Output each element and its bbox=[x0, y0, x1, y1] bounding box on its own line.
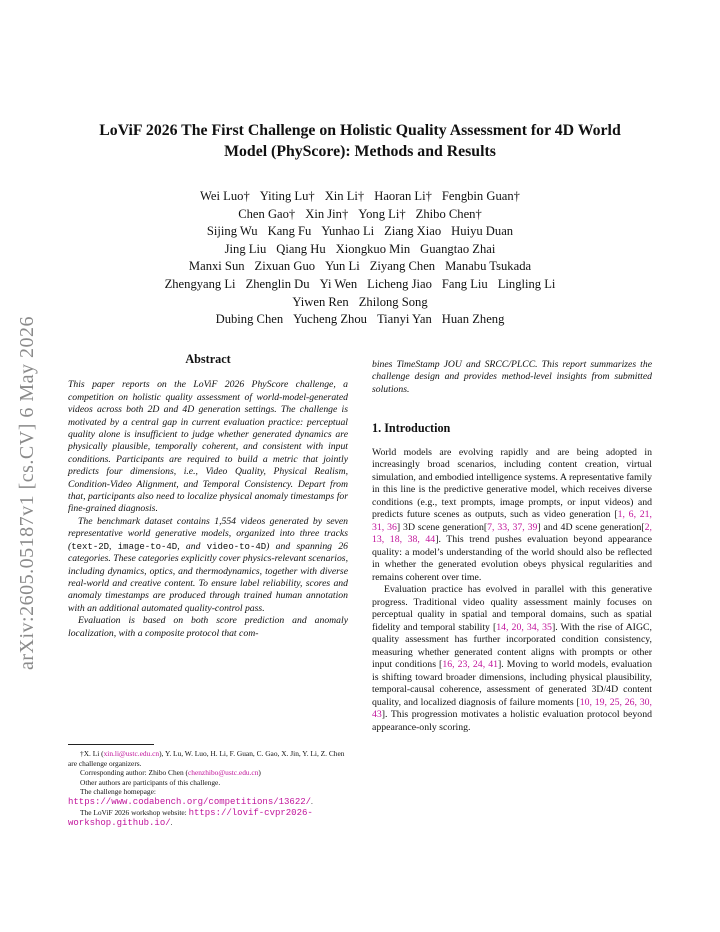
abstract-sep-2: , and bbox=[177, 540, 207, 552]
author-name: Ziyang Chen bbox=[369, 259, 436, 274]
arxiv-identifier: arXiv:2605.05187v1 [cs.CV] 6 May 2026 bbox=[16, 315, 38, 670]
footnote-homepage bbox=[68, 787, 348, 807]
introduction-heading: 1. Introduction bbox=[372, 421, 451, 436]
right-column bbox=[372, 359, 652, 734]
author-name: Jing Liu bbox=[224, 241, 267, 256]
left-column bbox=[68, 353, 348, 640]
author-row bbox=[90, 206, 630, 224]
abstract-paragraph-2 bbox=[68, 516, 348, 615]
author-list bbox=[90, 188, 630, 329]
author-name: Zhilong Song bbox=[358, 294, 428, 309]
abstract-continuation: bines TimeStamp JOU and SRCC/PLCC. This report summarizes the challenge design and provides method-level insights from submitted solutions. bbox=[372, 359, 652, 395]
introduction-body bbox=[372, 447, 652, 735]
abstract-p2-end: ) and spanning 26 categories. These categories explicitly cover physics-relevant scenarios, including dynamics, optics, and thermodynamics, together with diverse real-world and creative content. To ensure label reliability, scores and anomaly timestamps are produced through trained human annotation with an additional automated quality-control pass. bbox=[68, 540, 349, 614]
author-name: Dubing Chen bbox=[215, 312, 284, 327]
author-name: Yiting Lu† bbox=[259, 189, 315, 203]
author-name: Ziang Xiao bbox=[384, 224, 442, 239]
author-name: Yunhao Li bbox=[321, 224, 375, 239]
author-name: Yucheng Zhou bbox=[293, 312, 367, 327]
author-name: Manxi Sun bbox=[188, 259, 245, 274]
author-name: Yi Wen bbox=[319, 276, 358, 291]
abstract-body bbox=[68, 379, 348, 640]
footnote-workshop bbox=[68, 808, 348, 829]
author-name: Zhengyang Li bbox=[164, 276, 236, 291]
author-row bbox=[90, 276, 630, 294]
author-name: Kang Fu bbox=[267, 224, 312, 239]
author-row bbox=[90, 241, 630, 259]
author-name: Haoran Li† bbox=[374, 189, 432, 203]
fn4-text-end: . bbox=[311, 796, 313, 806]
author-row bbox=[90, 188, 630, 206]
author-name: Yun Li bbox=[325, 259, 360, 274]
author-name: Qiang Hu bbox=[276, 241, 326, 256]
title-line-1: LoViF 2026 The First Challenge on Holistic Quality Assessment for 4D World bbox=[99, 122, 621, 139]
author-name: Xiongkuo Min bbox=[335, 241, 411, 256]
author-row bbox=[90, 311, 630, 329]
fn5-text-end: . bbox=[170, 818, 173, 828]
fn2-text: Corresponding author: Zhibo Chen ( bbox=[80, 768, 188, 778]
author-row bbox=[90, 223, 630, 241]
author-name: Guangtao Zhai bbox=[420, 241, 496, 256]
author-name: Sijing Wu bbox=[206, 224, 258, 239]
author-name: Licheng Jiao bbox=[367, 276, 432, 291]
abstract-p2-start: The benchmark dataset contains 1,554 videos generated by seven representative world generative models, organized into three tracks ( bbox=[68, 515, 348, 552]
intro-p1-text-c: ] and 4D scene generation[ bbox=[537, 521, 645, 533]
author-name: Yiwen Ren bbox=[292, 294, 349, 309]
abstract-paragraph-3: Evaluation is based on both score prediction and anomaly localization, with a composite protocol that com- bbox=[68, 615, 348, 639]
author-name: Yong Li† bbox=[358, 206, 406, 221]
abstract-paragraph-1: This paper reports on the LoViF 2026 PhyScore challenge, a competition on holistic quality assessment of world-model-generated videos across both 2D and 4D generation settings. The challenge is motivated by a central gap in current evaluation practice: perceptual quality alone is insufficient to judge whether generated dynamics are physically plausible, temporally coherent, and consistent with input conditions. Participants are required to build a metric that jointly predicts four dimensions, i.e., Video Quality, Physical Realism, Condition-Video Alignment, and Temporal Consistency. Depart from that, participants also need to localize physical anomaly timestamps for fine-grained diagnosis. bbox=[68, 379, 348, 515]
intro-paragraph-2 bbox=[372, 584, 652, 734]
intro-p1-text-a: World models are evolving rapidly and are being adopted in increasingly broad scenarios, including content creation, virtual simulation, and embodied intelligence systems. A representative family in this line is the predictive generative model, which receives diverse conditions (e.g., text prompts, image prompts, or input videos) and predicts future scenes as outputs, such as video generation [ bbox=[372, 446, 652, 521]
fn2-text-end: ) bbox=[258, 768, 261, 778]
citation-4d-generation[interactable]: 2, 13, 18, 38, 44 bbox=[372, 521, 653, 546]
corresponding-email-link[interactable]: chenzhibo@ustc.edu.cn bbox=[187, 768, 259, 778]
footnote-rule bbox=[68, 744, 154, 745]
footnote-organizers bbox=[68, 749, 348, 768]
abstract-heading: Abstract bbox=[185, 352, 231, 366]
author-name: Zhenglin Du bbox=[245, 276, 310, 291]
footnotes bbox=[68, 744, 348, 829]
footnote-participants: Other authors are participants of this challenge. bbox=[80, 777, 221, 787]
author-name: Huan Zheng bbox=[441, 312, 505, 327]
author-name: Wei Luo† bbox=[200, 189, 250, 203]
citation-aigc[interactable]: 16, 23, 24, 41 bbox=[442, 659, 498, 671]
author-name: Manabu Tsukada bbox=[445, 259, 532, 274]
citation-world-model-eval[interactable]: 10, 19, 25, 26, 30, 43 bbox=[372, 696, 652, 721]
author-name: Fengbin Guan† bbox=[441, 189, 520, 203]
author-name: Chen Gao† bbox=[238, 206, 296, 221]
intro-p2-text-d: ]. This progression motivates a holistic evaluation protocol beyond appearance-only scoring. bbox=[372, 709, 652, 733]
author-row bbox=[90, 294, 630, 312]
intro-p2-text-c: ]. Moving to world models, evaluation is shifting toward broader dimensions, including physical plausibility, temporal-causal coherence, assessment of generated 3D/4D content quality, and localized diagnosis of failure moments [ bbox=[372, 659, 652, 708]
fn1-text-end: ), Y. Lu, W. Luo, H. Li, F. Guan, C. Gao, X. Jin, Y. Li, Z. Chen are challenge organizers. bbox=[68, 749, 345, 768]
author-row bbox=[90, 258, 630, 276]
author-name: Xin Li† bbox=[324, 189, 365, 203]
track-name-3: video-to-4D bbox=[206, 541, 267, 552]
author-name: Zhibo Chen† bbox=[415, 206, 482, 221]
author-name: Lingling Li bbox=[497, 276, 556, 291]
citation-vqa[interactable]: 14, 20, 34, 35 bbox=[496, 621, 552, 633]
author-name: Xin Jin† bbox=[305, 206, 349, 221]
fn4-text: The challenge homepage: bbox=[80, 787, 156, 797]
author-name: Zixuan Guo bbox=[254, 259, 316, 274]
intro-p2-text-a: Evaluation practice has evolved in parallel with this generative progress. Traditional video quality assessment mainly focuses on perceptual quality in spatial and temporal domains, such as spatial fidelity and temporal stability [ bbox=[372, 584, 652, 633]
organizer-email-link[interactable]: xin.li@ustc.edu.cn bbox=[103, 749, 160, 758]
citation-3d-generation[interactable]: 7, 33, 37, 39 bbox=[487, 521, 538, 533]
fn1-text: †X. Li ( bbox=[80, 749, 104, 758]
workshop-website-link[interactable]: https://lovif-cvpr2026-workshop.github.io/ bbox=[68, 807, 313, 829]
author-name: Tianyi Yan bbox=[376, 312, 432, 327]
title-line-2: Model (PhyScore): Methods and Results bbox=[224, 143, 496, 160]
citation-video-generation[interactable]: 1, 6, 21, 31, 36 bbox=[372, 509, 652, 533]
author-name: Huiyu Duan bbox=[451, 224, 514, 239]
paper-title bbox=[60, 120, 660, 162]
intro-p2-text-b: ]. With the rise of AIGC, quality assessment has further incorporated condition consistency, measuring whether generated content aligns with prompts or other input conditions [ bbox=[372, 621, 653, 671]
fn5-text: The LoViF 2026 workshop website: bbox=[80, 807, 189, 817]
track-name-1: text-2D bbox=[71, 541, 110, 552]
challenge-homepage-link[interactable]: https://www.codabench.org/competitions/13622/ bbox=[68, 796, 312, 807]
abstract-sep-1: , bbox=[109, 540, 118, 552]
footnote-corresponding bbox=[68, 768, 348, 778]
author-name: Fang Liu bbox=[441, 276, 488, 291]
intro-p1-text-d: ]. This trend pushes evaluation beyond appearance quality: a model’s understanding of the world should also be reflected in whether the generated evolution obeys physical regularities and remains coherent over time. bbox=[372, 534, 653, 583]
intro-p1-text-b: ] 3D scene generation[ bbox=[396, 521, 488, 533]
track-name-2: image-to-4D bbox=[117, 541, 178, 552]
intro-paragraph-1 bbox=[372, 447, 652, 585]
